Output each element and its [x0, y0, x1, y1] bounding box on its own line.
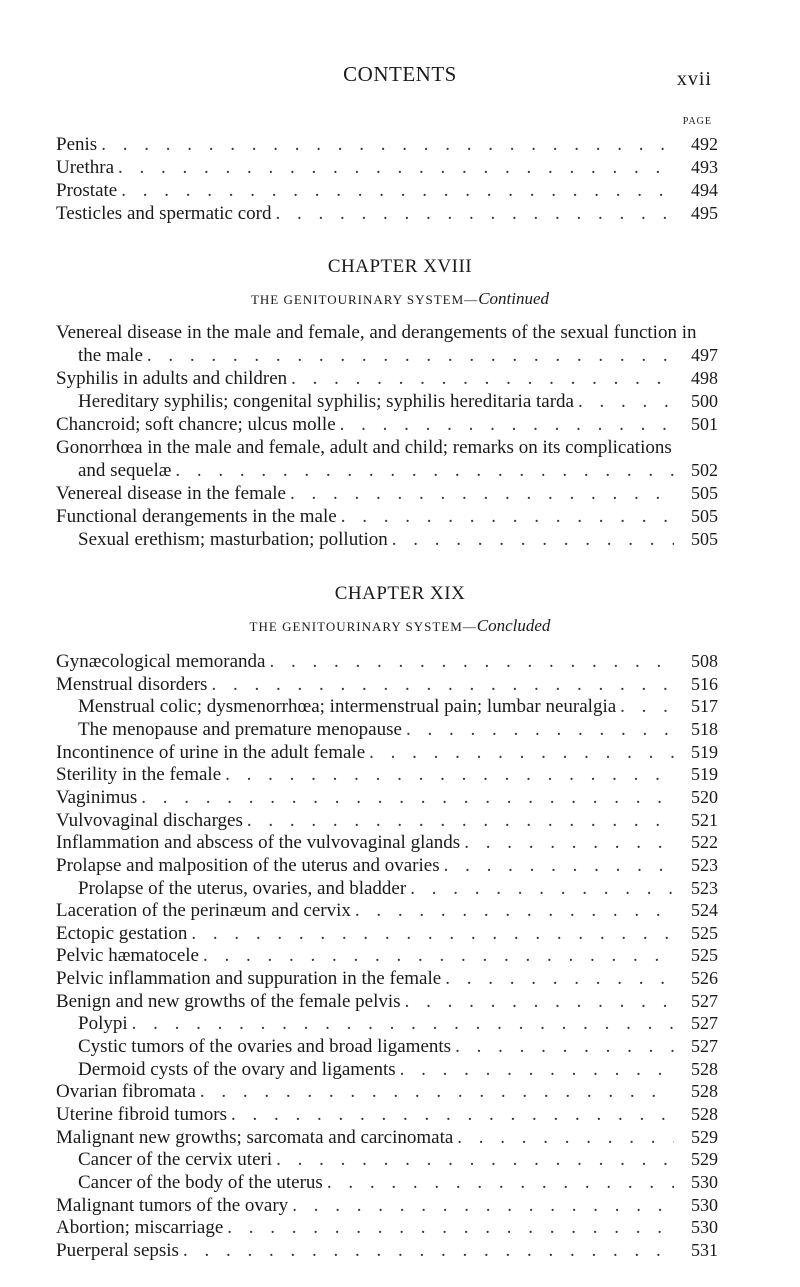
toc-entry-title: Dermoid cysts of the ovary and ligaments — [78, 1059, 396, 1080]
toc-entry — [56, 483, 718, 505]
toc-entry-title: Chancroid; soft chancre; ulcus molle — [56, 414, 336, 435]
toc-entry — [56, 945, 718, 967]
toc-entry-page: 523 — [691, 855, 718, 875]
toc-entry-title: Sexual erethism; masturbation; pollution — [78, 529, 388, 550]
toc-subentry — [78, 529, 718, 551]
toc-entry — [56, 1240, 718, 1262]
toc-entry-page: 522 — [691, 832, 718, 852]
toc-entry-page: 530 — [691, 1195, 718, 1215]
leader-dots — [276, 1149, 674, 1171]
toc-entry-page: 531 — [691, 1240, 718, 1260]
leader-dots — [455, 1036, 674, 1058]
toc-entry — [56, 968, 718, 990]
toc-entry-title: Penis — [56, 134, 98, 155]
toc-entry-title: Prostate — [56, 180, 118, 201]
toc-entry — [56, 1195, 718, 1217]
toc-entry-page: 494 — [691, 180, 718, 200]
leader-dots — [183, 1240, 674, 1262]
page-number: xvii — [676, 68, 712, 90]
toc-entry — [56, 1104, 718, 1126]
leader-dots — [203, 945, 674, 967]
toc-subentry — [78, 1172, 718, 1194]
toc-subentry — [78, 1059, 718, 1081]
chapter-subtitle — [0, 616, 800, 636]
toc-entry — [56, 900, 718, 922]
toc-entry — [56, 506, 718, 528]
toc-entry-title: Abortion; miscarriage — [56, 1217, 224, 1238]
leader-dots — [341, 506, 674, 528]
toc-entry-title: Polypi — [78, 1013, 128, 1034]
toc-entry — [56, 991, 718, 1013]
toc-entry-page: 508 — [691, 651, 718, 671]
leader-dots — [247, 810, 674, 832]
leader-dots — [191, 923, 674, 945]
leader-dots — [327, 1172, 674, 1194]
toc-subentry — [78, 1013, 718, 1035]
toc-subentry — [78, 391, 718, 413]
toc-entry-page: 493 — [691, 157, 718, 177]
toc-entry-page: 525 — [691, 945, 718, 965]
toc-entry-page: 520 — [691, 787, 718, 807]
leader-dots — [292, 1195, 674, 1217]
toc-entry-page: 529 — [691, 1149, 718, 1169]
toc-entry-title: Urethra — [56, 157, 115, 178]
toc-entry-title: Pelvic hæmatocele — [56, 945, 199, 966]
toc-entry-page: 527 — [691, 1036, 718, 1056]
toc-entry — [56, 1127, 718, 1149]
toc-entry-title: Syphilis in adults and children — [56, 368, 288, 389]
leader-dots — [200, 1081, 674, 1103]
toc-entry-line1: Venereal disease in the male and female, and derangements of the sexual function in — [56, 322, 697, 343]
toc-entry-title: Ectopic gestation — [56, 923, 188, 944]
leader-dots — [269, 651, 674, 673]
leader-dots — [141, 787, 674, 809]
toc-entry-title: Gynæcological memoranda — [56, 651, 266, 672]
toc-entry-title: Venereal disease in the female — [56, 483, 286, 504]
toc-entry-title: Inflammation and abscess of the vulvovaginal glands — [56, 832, 461, 853]
toc-entry-page: 497 — [691, 345, 718, 365]
toc-entry — [56, 134, 718, 156]
toc-subentry — [78, 878, 718, 900]
toc-entry-page: 528 — [691, 1104, 718, 1124]
toc-entry — [56, 855, 718, 877]
leader-dots — [340, 414, 674, 436]
toc-entry-title: the male — [78, 345, 143, 366]
toc-entry-title: Vaginimus — [56, 787, 138, 808]
leader-dots — [227, 1217, 674, 1239]
leader-dots — [101, 134, 674, 156]
toc-entry — [56, 651, 718, 673]
leader-dots — [355, 900, 674, 922]
toc-entry-title: Functional derangements in the male — [56, 506, 337, 527]
toc-entry-page: 525 — [691, 923, 718, 943]
leader-dots — [276, 203, 674, 225]
chapter-subtitle-caps: THE GENITOURINARY SYSTEM— — [249, 619, 477, 634]
toc-entry-page: 530 — [691, 1172, 718, 1192]
toc-entry-title: Cancer of the body of the uterus — [78, 1172, 323, 1193]
toc-entry-page: 526 — [691, 968, 718, 988]
leader-dots — [405, 991, 674, 1013]
toc-entry — [78, 460, 718, 482]
toc-entry — [56, 1081, 718, 1103]
toc-entry-page: 500 — [691, 391, 718, 411]
toc-entry-title: Testicles and spermatic cord — [56, 203, 272, 224]
toc-entry-title: Puerperal sepsis — [56, 1240, 179, 1261]
toc-entry-title: Cancer of the cervix uteri — [78, 1149, 273, 1170]
toc-entry — [56, 810, 718, 832]
toc-entry-title: The menopause and premature menopause — [78, 719, 402, 740]
toc-entry-page: 527 — [691, 991, 718, 1011]
toc-entry-page: 528 — [691, 1059, 718, 1079]
leader-dots — [620, 696, 674, 718]
toc-entry — [56, 787, 718, 809]
toc-entry-title: Incontinence of urine in the adult female — [56, 742, 366, 763]
toc-entry — [78, 345, 718, 367]
leader-dots — [118, 157, 674, 179]
leader-dots — [457, 1127, 674, 1149]
toc-entry — [56, 742, 718, 764]
toc-entry-page: 505 — [691, 506, 718, 526]
leader-dots — [445, 968, 674, 990]
leader-dots — [392, 529, 674, 551]
toc-entry — [56, 203, 718, 225]
leader-dots — [132, 1013, 674, 1035]
leader-dots — [291, 368, 674, 390]
toc-entry-title: Hereditary syphilis; congenital syphilis; syphilis hereditaria tarda — [78, 391, 574, 412]
toc-entry-page: 505 — [691, 483, 718, 503]
toc-entry-title: Prolapse and malposition of the uterus and ovaries — [56, 855, 440, 876]
toc-entry-title: Cystic tumors of the ovaries and broad ligaments — [78, 1036, 452, 1057]
leader-dots — [406, 719, 674, 741]
toc-entry-page: 501 — [691, 414, 718, 434]
toc-entry-page: 524 — [691, 900, 718, 920]
toc-entry-title: Laceration of the perinæum and cervix — [56, 900, 351, 921]
leader-dots — [400, 1059, 674, 1081]
leader-dots — [231, 1104, 674, 1126]
toc-entry-title: and sequelæ — [78, 460, 172, 481]
toc-entry-title: Malignant new growths; sarcomata and carcinomata — [56, 1127, 454, 1148]
toc-entry-page: 528 — [691, 1081, 718, 1101]
toc-entry-title: Sterility in the female — [56, 764, 222, 785]
toc-entry — [56, 157, 718, 179]
toc-entry-title: Pelvic inflammation and suppuration in the female — [56, 968, 442, 989]
leader-dots — [175, 460, 674, 482]
chapter-subtitle — [0, 289, 800, 309]
toc-entry-title: Menstrual colic; dysmenorrhœa; intermenstrual pain; lumbar neuralgia — [78, 696, 617, 717]
toc-entry — [56, 832, 718, 854]
toc-entry — [56, 923, 718, 945]
leader-dots — [464, 832, 674, 854]
toc-entry-title: Menstrual disorders — [56, 674, 208, 695]
toc-entry-page: 527 — [691, 1013, 718, 1033]
toc-entry-page: 502 — [691, 460, 718, 480]
toc-entry-page: 519 — [691, 742, 718, 762]
toc-entry-page: 523 — [691, 878, 718, 898]
toc-entry — [56, 180, 718, 202]
toc-entry-page: 516 — [691, 674, 718, 694]
leader-dots — [444, 855, 674, 877]
chapter-subtitle-italic: Continued — [478, 289, 550, 308]
chapter-subtitle-italic: Concluded — [476, 616, 551, 635]
toc-entry-page: 529 — [691, 1127, 718, 1147]
toc-entry-page: 505 — [691, 529, 718, 549]
leader-dots — [578, 391, 674, 413]
page-column-label: PAGE — [682, 116, 712, 127]
chapter-subtitle-caps: THE GENITOURINARY SYSTEM— — [250, 292, 479, 307]
toc-entry — [56, 414, 718, 436]
toc-entry-page: 495 — [691, 203, 718, 223]
toc-entry — [56, 674, 718, 696]
toc-entry-title: Vulvovaginal discharges — [56, 810, 243, 831]
leader-dots — [225, 764, 674, 786]
leader-dots — [211, 674, 674, 696]
chapter-title: CHAPTER XVIII — [327, 256, 473, 277]
toc-entry-line1: Gonorrhœa in the male and female, adult and child; remarks on its complications — [56, 437, 672, 458]
toc-entry — [56, 368, 718, 390]
toc-entry-page: 498 — [691, 368, 718, 388]
toc-subentry — [78, 696, 718, 718]
toc-entry-page: 492 — [691, 134, 718, 154]
toc-entry-title: Prolapse of the uterus, ovaries, and bladder — [78, 878, 407, 899]
toc-subentry — [78, 719, 718, 741]
toc-entry — [56, 1217, 718, 1239]
leader-dots — [147, 345, 674, 367]
toc-entry-page: 530 — [691, 1217, 718, 1237]
toc-subentry — [78, 1036, 718, 1058]
toc-entry-title: Ovarian fibromata — [56, 1081, 196, 1102]
leader-dots — [410, 878, 674, 900]
toc-entry — [56, 764, 718, 786]
toc-subentry — [78, 1149, 718, 1171]
toc-entry-page: 521 — [691, 810, 718, 830]
chapter-title: CHAPTER XIX — [334, 583, 466, 604]
toc-entry-title: Benign and new growths of the female pelvis — [56, 991, 401, 1012]
leader-dots — [369, 742, 674, 764]
toc-entry-title: Malignant tumors of the ovary — [56, 1195, 289, 1216]
running-head: CONTENTS — [343, 62, 457, 86]
toc-entry-page: 518 — [691, 719, 718, 739]
toc-entry-title: Uterine fibroid tumors — [56, 1104, 227, 1125]
toc-entry-page: 517 — [691, 696, 718, 716]
leader-dots — [290, 483, 674, 505]
toc-entry-page: 519 — [691, 764, 718, 784]
leader-dots — [121, 180, 674, 202]
